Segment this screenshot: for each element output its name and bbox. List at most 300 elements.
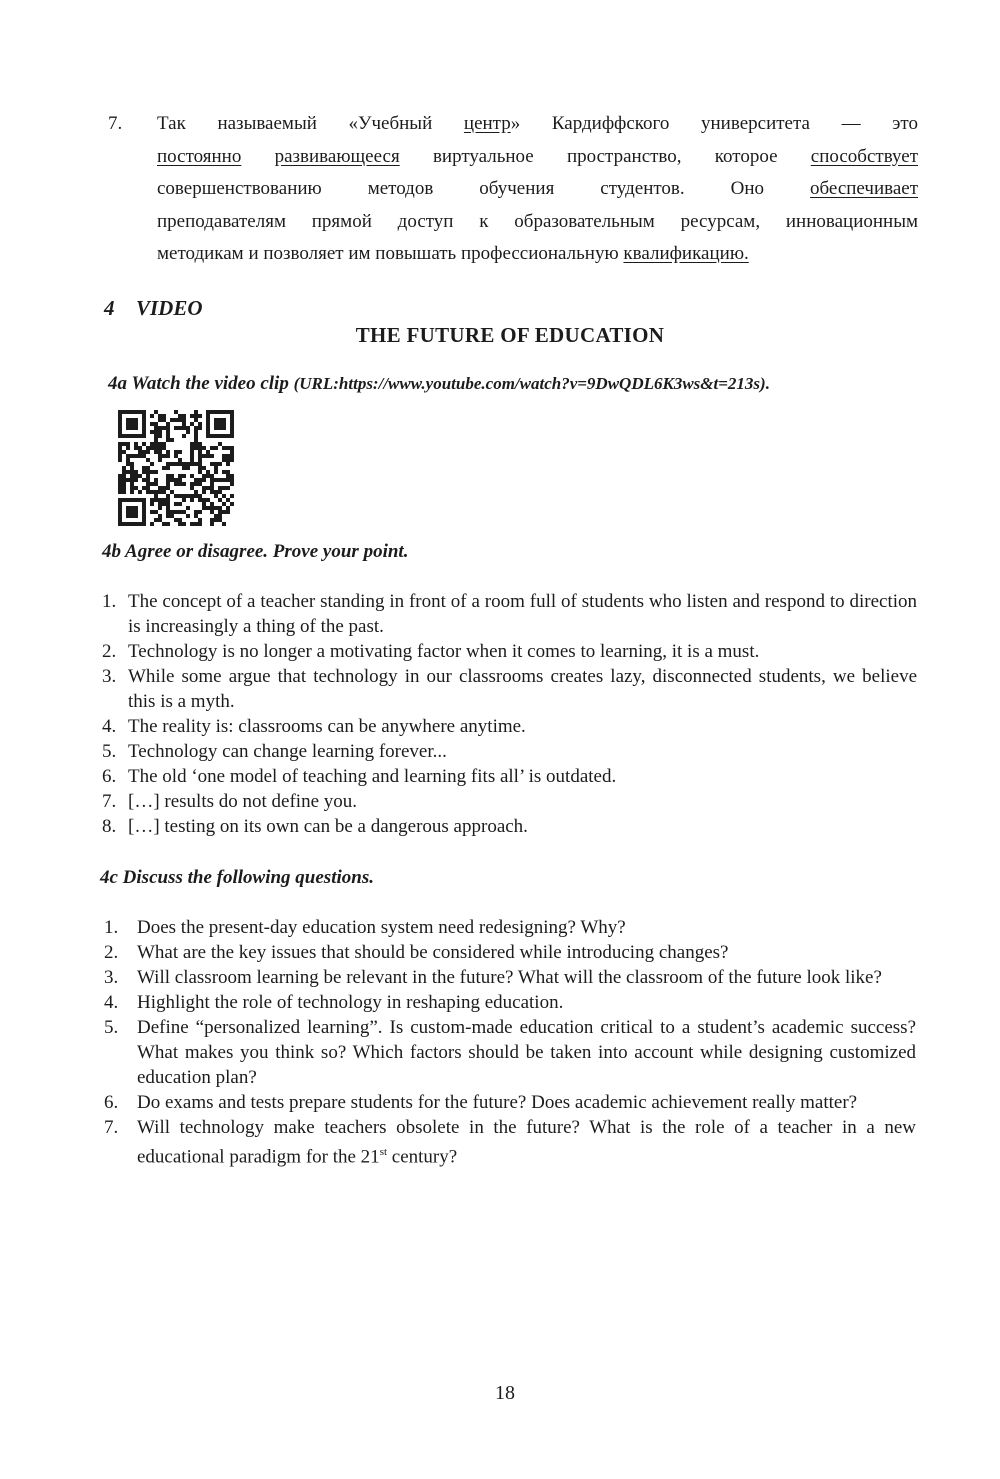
- qr-module: [230, 414, 234, 418]
- qr-module: [118, 514, 122, 518]
- qr-module: [178, 414, 182, 418]
- qr-module: [218, 410, 222, 414]
- qr-module: [178, 450, 182, 454]
- qr-module: [222, 434, 226, 438]
- qr-module: [226, 462, 230, 466]
- qr-module: [202, 446, 206, 450]
- qr-module: [230, 454, 234, 458]
- qr-module: [194, 482, 198, 486]
- qr-module: [214, 446, 218, 450]
- qr-module: [218, 478, 222, 482]
- list-item: [102, 664, 917, 714]
- text-segment: [241, 146, 274, 167]
- qr-module: [162, 418, 166, 422]
- qr-module: [122, 470, 126, 474]
- qr-module: [170, 510, 174, 514]
- qr-module: [206, 506, 210, 510]
- list-item-number: 7.: [102, 791, 117, 812]
- qr-module: [130, 498, 134, 502]
- qr-module: [222, 478, 226, 482]
- part-a-label: 4a Watch the video clip: [108, 373, 289, 394]
- qr-module: [206, 414, 210, 418]
- paragraph-line: [157, 108, 918, 141]
- list-item-text: Highlight the role of technology in reshaping education.: [137, 992, 564, 1013]
- list-item: [104, 1015, 916, 1090]
- qr-module: [150, 414, 154, 418]
- qr-module: [158, 418, 162, 422]
- qr-module: [154, 446, 158, 450]
- text-segment: преподавателям прямой доступ к образовательным ресурсам, инновационным: [157, 210, 918, 232]
- qr-module: [138, 450, 142, 454]
- qr-module: [210, 486, 214, 490]
- qr-module: [134, 442, 138, 446]
- qr-module: [214, 506, 218, 510]
- qr-module: [158, 454, 162, 458]
- qr-module: [158, 490, 162, 494]
- qr-module: [198, 446, 202, 450]
- qr-module: [126, 470, 130, 474]
- qr-module: [174, 510, 178, 514]
- qr-module: [226, 474, 230, 478]
- qr-module: [198, 450, 202, 454]
- qr-module: [130, 510, 134, 514]
- qr-module: [198, 470, 202, 474]
- qr-module: [166, 450, 170, 454]
- qr-module: [118, 490, 122, 494]
- qr-module: [146, 474, 150, 478]
- qr-module: [198, 422, 202, 426]
- qr-module: [134, 454, 138, 458]
- qr-module: [210, 490, 214, 494]
- qr-module: [214, 418, 218, 422]
- list-item-number: 3.: [102, 666, 117, 687]
- qr-module: [134, 410, 138, 414]
- qr-module: [226, 446, 230, 450]
- qr-module: [126, 458, 130, 462]
- qr-module: [174, 482, 178, 486]
- part-c-heading: 4c Discuss the following questions.: [100, 867, 374, 888]
- qr-module: [146, 470, 150, 474]
- qr-module: [166, 498, 170, 502]
- qr-module: [158, 414, 162, 418]
- qr-module: [130, 418, 134, 422]
- qr-module: [190, 486, 194, 490]
- text-segment: виртуальное пространство, которое: [399, 145, 811, 167]
- qr-module: [122, 482, 126, 486]
- qr-module: [202, 498, 206, 502]
- qr-module: [182, 498, 186, 502]
- video-url[interactable]: (URL:https://www.youtube.com/watch?v=9DwQDL6K3ws&t=213s).: [293, 374, 770, 393]
- qr-module: [214, 434, 218, 438]
- qr-module: [198, 510, 202, 514]
- qr-module: [146, 446, 150, 450]
- underlined-term: квалификацию.: [623, 243, 749, 264]
- qr-module: [154, 430, 158, 434]
- list-item-text: Does the present-day education system need redesigning? Why?: [137, 917, 626, 938]
- paragraph-line: [157, 238, 918, 271]
- list-item: [102, 764, 917, 789]
- qr-module: [222, 426, 226, 430]
- qr-module: [154, 482, 158, 486]
- qr-module: [174, 478, 178, 482]
- qr-module: [210, 454, 214, 458]
- qr-module: [182, 482, 186, 486]
- qr-module: [118, 442, 122, 446]
- part-b-heading: 4b Agree or disagree. Prove your point.: [102, 541, 409, 562]
- underlined-term: способствует: [810, 145, 918, 167]
- qr-module: [210, 510, 214, 514]
- qr-module: [226, 486, 230, 490]
- text-segment: » Кардиффского университета — это: [510, 113, 918, 134]
- section-label: VIDEO: [136, 296, 203, 320]
- qr-module: [162, 522, 166, 526]
- qr-module: [194, 414, 198, 418]
- qr-module: [170, 438, 174, 442]
- qr-module: [182, 414, 186, 418]
- qr-module: [162, 502, 166, 506]
- list-item-text: While some argue that technology in our classrooms creates lazy, disconnected students, we believe this is a myth.: [128, 666, 917, 712]
- qr-module: [174, 518, 178, 522]
- qr-module: [178, 458, 182, 462]
- qr-module: [166, 510, 170, 514]
- qr-module: [158, 446, 162, 450]
- qr-module: [166, 422, 170, 426]
- qr-module: [206, 450, 210, 454]
- qr-module: [198, 478, 202, 482]
- qr-module: [118, 518, 122, 522]
- qr-module: [118, 454, 122, 458]
- qr-module: [214, 426, 218, 430]
- qr-code-icon[interactable]: [115, 410, 237, 526]
- qr-module: [134, 446, 138, 450]
- qr-module: [134, 486, 138, 490]
- qr-module: [214, 518, 218, 522]
- qr-module: [174, 450, 178, 454]
- qr-module: [222, 522, 226, 526]
- qr-module: [134, 522, 138, 526]
- qr-module: [210, 522, 214, 526]
- qr-module: [150, 498, 154, 502]
- qr-module: [222, 470, 226, 474]
- qr-module: [122, 442, 126, 446]
- qr-module: [178, 478, 182, 482]
- qr-module: [126, 506, 130, 510]
- qr-module: [178, 518, 182, 522]
- list-item: [102, 639, 917, 664]
- qr-module: [174, 494, 178, 498]
- qr-module: [222, 494, 226, 498]
- page-number: 18: [495, 1382, 515, 1404]
- list-item: [104, 1090, 916, 1115]
- qr-module: [198, 482, 202, 486]
- qr-module: [198, 458, 202, 462]
- list-item: [104, 990, 916, 1015]
- qr-module: [158, 514, 162, 518]
- qr-module: [174, 502, 178, 506]
- qr-module: [210, 482, 214, 486]
- qr-module: [134, 498, 138, 502]
- qr-module: [162, 446, 166, 450]
- qr-module: [158, 498, 162, 502]
- paragraph-line: [157, 206, 918, 239]
- qr-module: [230, 450, 234, 454]
- qr-module: [158, 442, 162, 446]
- qr-module: [198, 414, 202, 418]
- qr-module: [218, 510, 222, 514]
- qr-module: [178, 474, 182, 478]
- qr-module: [166, 506, 170, 510]
- qr-module: [118, 486, 122, 490]
- qr-module: [130, 482, 134, 486]
- qr-module: [226, 470, 230, 474]
- qr-module: [174, 454, 178, 458]
- list-item: [102, 739, 917, 764]
- list-item-text: Technology can change learning forever...: [128, 741, 447, 762]
- qr-module: [130, 434, 134, 438]
- qr-module: [138, 474, 142, 478]
- qr-module: [190, 446, 194, 450]
- list-item: [102, 589, 917, 639]
- qr-module: [218, 486, 222, 490]
- qr-module: [150, 422, 154, 426]
- qr-module: [222, 410, 226, 414]
- qr-module: [206, 486, 210, 490]
- qr-module: [210, 518, 214, 522]
- text-segment: Так называемый «Учебный: [157, 113, 464, 134]
- qr-module: [166, 478, 170, 482]
- qr-module: [142, 518, 146, 522]
- qr-module: [142, 514, 146, 518]
- qr-module: [194, 426, 198, 430]
- qr-module: [118, 434, 122, 438]
- qr-module: [162, 414, 166, 418]
- qr-module: [154, 442, 158, 446]
- qr-module: [218, 518, 222, 522]
- qr-module: [130, 470, 134, 474]
- qr-module: [118, 522, 122, 526]
- qr-module: [206, 426, 210, 430]
- qr-module: [146, 466, 150, 470]
- qr-module: [178, 462, 182, 466]
- qr-module: [154, 410, 158, 414]
- list-item-text: […] testing on its own can be a dangerous approach.: [128, 816, 528, 837]
- qr-module: [218, 434, 222, 438]
- agree-disagree-list: [102, 589, 917, 839]
- qr-module: [122, 474, 126, 478]
- qr-module: [118, 430, 122, 434]
- list-item-text: Define “personalized learning”. Is custom-made education critical to a student’s academic success? What makes you think so? Which factors should be taken into account while designing customized education plan?: [137, 1017, 916, 1088]
- qr-module: [230, 446, 234, 450]
- qr-module: [222, 486, 226, 490]
- qr-module: [190, 494, 194, 498]
- qr-module: [134, 474, 138, 478]
- list-item: [102, 714, 917, 739]
- qr-module: [202, 454, 206, 458]
- qr-module: [146, 482, 150, 486]
- qr-module: [138, 522, 142, 526]
- qr-module: [166, 486, 170, 490]
- qr-module: [154, 510, 158, 514]
- qr-module: [206, 474, 210, 478]
- qr-module: [206, 422, 210, 426]
- qr-module: [154, 470, 158, 474]
- qr-module: [134, 514, 138, 518]
- qr-module: [122, 486, 126, 490]
- qr-module: [206, 410, 210, 414]
- qr-module: [146, 486, 150, 490]
- qr-module: [130, 426, 134, 430]
- qr-module: [198, 454, 202, 458]
- qr-module: [226, 510, 230, 514]
- qr-module: [122, 450, 126, 454]
- qr-module: [118, 474, 122, 478]
- qr-module: [202, 490, 206, 494]
- qr-module: [166, 514, 170, 518]
- qr-module: [190, 462, 194, 466]
- qr-module: [166, 466, 170, 470]
- text-segment: методикам и позволяет им повышать профессиональную: [157, 243, 624, 264]
- qr-module: [190, 522, 194, 526]
- qr-module: [218, 490, 222, 494]
- list-item-number: 4.: [104, 992, 119, 1013]
- page-title: THE FUTURE OF EDUCATION: [355, 323, 665, 347]
- qr-module: [222, 510, 226, 514]
- list-item-number: 8.: [102, 816, 117, 837]
- qr-module: [146, 490, 150, 494]
- qr-module: [134, 434, 138, 438]
- qr-module: [210, 410, 214, 414]
- qr-module: [118, 410, 122, 414]
- qr-module: [142, 450, 146, 454]
- list-item-text: [137, 1115, 916, 1169]
- qr-module: [218, 418, 222, 422]
- list-item: [102, 789, 917, 814]
- qr-module: [198, 518, 202, 522]
- qr-module: [174, 426, 178, 430]
- qr-module: [122, 490, 126, 494]
- qr-module: [210, 446, 214, 450]
- qr-module: [142, 522, 146, 526]
- qr-module: [210, 474, 214, 478]
- qr-module: [130, 454, 134, 458]
- underlined-term: развивающееся: [274, 145, 400, 167]
- qr-module: [218, 442, 222, 446]
- qr-module: [150, 502, 154, 506]
- qr-module: [126, 422, 130, 426]
- qr-module: [142, 454, 146, 458]
- qr-module: [122, 478, 126, 482]
- qr-module: [166, 426, 170, 430]
- qr-module: [178, 510, 182, 514]
- qr-module: [226, 454, 230, 458]
- qr-module: [226, 478, 230, 482]
- qr-module: [166, 482, 170, 486]
- qr-module: [194, 446, 198, 450]
- qr-module: [226, 506, 230, 510]
- qr-module: [210, 502, 214, 506]
- list-item-text: The reality is: classrooms can be anywhere anytime.: [128, 716, 526, 737]
- qr-module: [162, 498, 166, 502]
- qr-module: [142, 426, 146, 430]
- qr-module: [170, 478, 174, 482]
- qr-module: [134, 418, 138, 422]
- qr-module: [230, 478, 234, 482]
- list-item-number: 5.: [104, 1017, 119, 1038]
- qr-module: [122, 434, 126, 438]
- qr-module: [118, 510, 122, 514]
- underlined-term: обеспечивает: [810, 178, 918, 199]
- discussion-questions-list: [104, 915, 916, 1169]
- qr-module: [190, 474, 194, 478]
- qr-module: [198, 442, 202, 446]
- qr-module: [138, 410, 142, 414]
- qr-module: [126, 426, 130, 430]
- qr-module: [130, 486, 134, 490]
- qr-module: [154, 478, 158, 482]
- qr-module: [138, 434, 142, 438]
- qr-module: [154, 518, 158, 522]
- qr-module: [230, 410, 234, 414]
- qr-module: [150, 446, 154, 450]
- qr-module: [178, 418, 182, 422]
- qr-module: [166, 462, 170, 466]
- text-segment: century?: [387, 1146, 458, 1168]
- qr-module: [126, 410, 130, 414]
- qr-module: [222, 458, 226, 462]
- qr-module: [154, 422, 158, 426]
- qr-module: [186, 462, 190, 466]
- qr-module: [194, 490, 198, 494]
- list-item-number: 7.: [104, 1117, 119, 1138]
- qr-module: [162, 454, 166, 458]
- qr-module: [118, 458, 122, 462]
- text-segment: совершенствованию методов обучения студентов. Оно: [157, 178, 810, 199]
- qr-module: [194, 438, 198, 442]
- qr-module: [150, 442, 154, 446]
- qr-module: [206, 454, 210, 458]
- superscript: st: [379, 1146, 388, 1158]
- qr-module: [162, 426, 166, 430]
- qr-module: [142, 430, 146, 434]
- list-item-text: What are the key issues that should be considered while introducing changes?: [137, 942, 729, 963]
- qr-module: [122, 410, 126, 414]
- qr-module: [214, 478, 218, 482]
- qr-module: [162, 466, 166, 470]
- qr-module: [174, 462, 178, 466]
- qr-module: [178, 482, 182, 486]
- qr-module: [142, 410, 146, 414]
- qr-module: [230, 430, 234, 434]
- qr-module: [206, 430, 210, 434]
- qr-module: [130, 474, 134, 478]
- qr-module: [190, 498, 194, 502]
- qr-module: [194, 442, 198, 446]
- qr-module: [218, 514, 222, 518]
- qr-module: [182, 418, 186, 422]
- text-segment: Will technology make teachers obsolete in the future? What is the role of a teacher in a new educational paradigm for the 21: [137, 1117, 916, 1168]
- qr-module: [194, 514, 198, 518]
- qr-module: [206, 418, 210, 422]
- qr-module: [118, 506, 122, 510]
- underlined-term: центр: [463, 113, 511, 134]
- qr-module: [210, 434, 214, 438]
- qr-module: [118, 498, 122, 502]
- qr-module: [214, 490, 218, 494]
- qr-module: [162, 486, 166, 490]
- qr-module: [190, 482, 194, 486]
- qr-module: [122, 466, 126, 470]
- list-item-number: 1.: [104, 917, 119, 938]
